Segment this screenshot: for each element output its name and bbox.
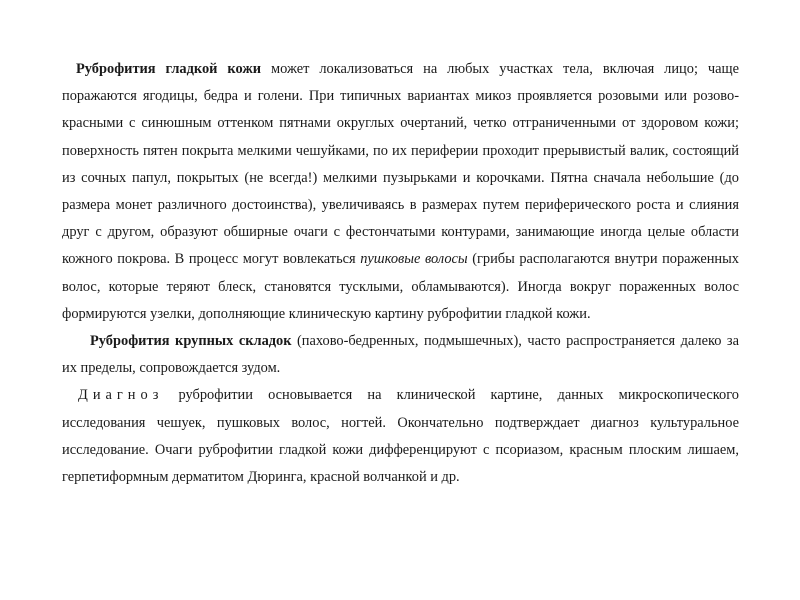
paragraph-text: (грибы располагаются внутри пораженных волос, которые теряют блеск, становятся тусклыми, обламываются). Иногда вокруг пораженных волос формируются узелки, дополняющие клиническую картину руброфитии гладкой кожи. — [62, 251, 739, 322]
paragraph-smooth-skin — [62, 56, 739, 328]
paragraph-text: может локализоваться на любых участках тела, включая лицо; чаще поражаются ягодицы, бедра и голени. При типичных вариантах микоз проявляется розовыми или розово-красными с синюшным оттенком пятнами округлых очертаний, четко отграниченными от здоровом кожи; поверхность пятен покрыта мелкими чешуйками, по их периферии проходит прерывистый валик, состоящий из сочных папул, покрытых (не всегда!) мелкими пузырьками и корочками. Пятна сначала небольшие (до размера монет различного достоинства), увеличиваясь в размерах путем периферического роста и слияния друг с другом, образуют обширные очаги с фестончатыми контурами, занимающие иногда целые области кожного покрова. В процесс могут вовлекаться — [62, 61, 739, 268]
document-body — [62, 56, 739, 491]
paragraph-large-folds — [62, 328, 739, 382]
term-large-folds: Руброфития крупных складок — [90, 333, 292, 350]
paragraph-text: (пахово-бедренных, подмышечных), часто распространяется далеко за их пределы, сопровождается зудом. — [62, 333, 739, 377]
paragraph-diagnosis — [62, 382, 739, 491]
term-smooth-skin: Руброфития гладкой кожи — [76, 61, 262, 77]
term-vellus-hair: пушковые волосы — [360, 251, 468, 268]
term-diagnosis: Диагноз — [78, 387, 164, 404]
paragraph-text: руброфитии основывается на клинической картине, данных микроскопического исследования чешуек, пушковых волос, ногтей. Окончательно подтверждает диагноз культуральное исследование. Очаги руброфитии гладкой кожи дифференцируют с псориазом, красным плоским лишаем, герпетиформным дерматитом Дюринга, красной волчанкой и др. — [62, 387, 739, 486]
